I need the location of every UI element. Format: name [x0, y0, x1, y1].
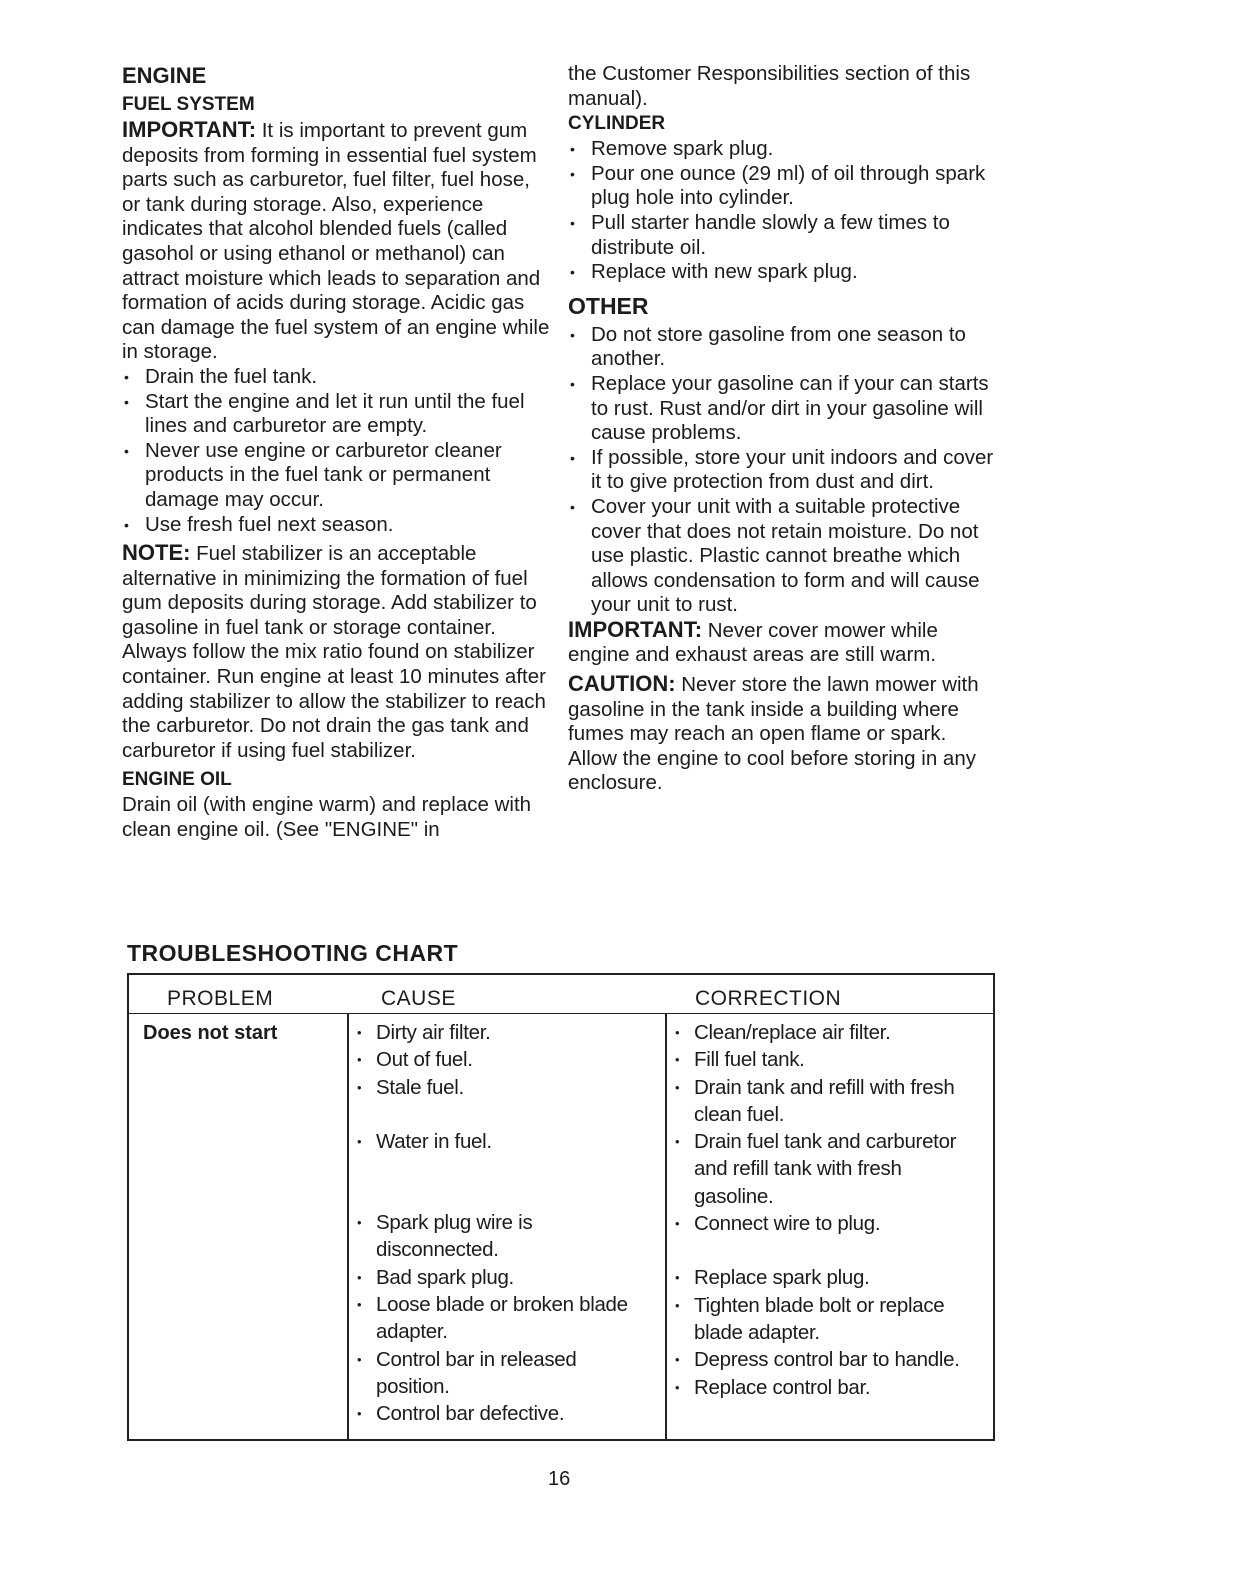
correction-item: • Tighten blade bolt or replace blade adapter.	[673, 1292, 973, 1347]
list-item: • Cover your unit with a suitable protective cover that does not retain moisture. Do not use plastic. Plastic cannot breathe which allows condensation to form and will cause your unit to rust.	[568, 495, 998, 618]
cylinder-heading: CYLINDER	[568, 113, 666, 135]
correction-item: • Connect wire to plug.	[673, 1210, 973, 1237]
column-divider	[665, 1013, 667, 1439]
important-label: IMPORTANT:	[568, 616, 703, 642]
list-item: • Do not store gasoline from one season to another.	[568, 323, 998, 372]
list-item: • Remove spark plug.	[568, 137, 998, 162]
caution-label: CAUTION:	[568, 671, 676, 697]
fuel-system-heading: FUEL SYSTEM	[122, 94, 255, 115]
cause-item: • Control bar defective.	[355, 1400, 655, 1427]
list-item: • Drain the fuel tank.	[122, 365, 552, 390]
caution-text: Never store the lawn mower with gasoline in the tank inside a building where fumes may reach an open flame or spark. Allow the engine to cool before storing in any enclosure.	[568, 673, 979, 795]
correction-item: • Drain tank and refill with fresh clean fuel.	[673, 1074, 973, 1129]
fuel-system-list	[122, 365, 552, 537]
fuel-important-paragraph	[122, 118, 552, 365]
correction-item: • Drain fuel tank and carburetor and refill tank with fresh gasoline.	[673, 1128, 973, 1210]
engine-oil-paragraph: Drain oil (with engine warm) and replace with clean engine oil. (See "ENGINE" in	[122, 793, 532, 842]
cause-item: • Spark plug wire is disconnected.	[355, 1209, 655, 1264]
header-cause: CAUSE	[381, 987, 456, 1010]
list-item: • Start the engine and let it run until the fuel lines and carburetor are empty.	[122, 390, 552, 439]
engine-oil-heading: ENGINE OIL	[122, 769, 232, 791]
correction-item: • Fill fuel tank.	[673, 1046, 973, 1073]
cause-item: • Bad spark plug.	[355, 1264, 655, 1291]
cause-item: • Water in fuel.	[355, 1128, 655, 1155]
list-item: • Replace your gasoline can if your can starts to rust. Rust and/or dirt in your gasoline will cause problems.	[568, 372, 998, 446]
important-text: It is important to prevent gum deposits from forming in essential fuel system parts such as carburetor, fuel filter, fuel hose, or tank during storage. Also, experience indicates that alcohol blended fuels (called gasohol or using ethanol or methanol) can attract moisture which leads to separation and formation of acids during storage. Acidic gas can damage the fuel system of an engine while in storage.	[122, 119, 550, 364]
left-column	[122, 62, 552, 843]
list-item: • Never use engine or carburetor cleaner products in the fuel tank or permanent damage may occur.	[122, 439, 552, 513]
troubleshooting-title: TROUBLESHOOTING CHART	[127, 940, 459, 966]
cause-column	[355, 1019, 655, 1428]
important-warm-paragraph	[568, 618, 998, 668]
cylinder-list	[568, 137, 998, 285]
other-list	[568, 323, 998, 618]
continued-paragraph: the Customer Responsibilities section of this manual).	[568, 62, 971, 110]
right-column	[568, 62, 998, 796]
correction-item: • Replace control bar.	[673, 1374, 973, 1401]
important-text: Never cover mower while engine and exhaust areas are still warm.	[568, 618, 938, 667]
note-label: NOTE:	[122, 540, 191, 566]
correction-column	[673, 1019, 973, 1401]
cause-item: • Dirty air filter.	[355, 1019, 655, 1046]
other-heading: OTHER	[568, 292, 649, 319]
cause-item: • Loose blade or broken blade adapter.	[355, 1291, 655, 1346]
header-divider	[129, 1013, 993, 1014]
list-item: • Use fresh fuel next season.	[122, 513, 552, 538]
important-label: IMPORTANT:	[122, 117, 257, 142]
column-divider	[347, 1013, 349, 1439]
list-item: • Pull starter handle slowly a few times to distribute oil.	[568, 211, 998, 260]
correction-item: • Replace spark plug.	[673, 1264, 973, 1291]
engine-heading: ENGINE	[122, 63, 207, 88]
list-item: • Pour one ounce (29 ml) of oil through spark plug hole into cylinder.	[568, 162, 998, 211]
correction-item: • Depress control bar to handle.	[673, 1346, 973, 1373]
note-paragraph	[122, 541, 552, 763]
correction-item: • Clean/replace air filter.	[673, 1019, 973, 1046]
page-number: 16	[548, 1468, 571, 1490]
problem-cell: Does not start	[143, 1022, 278, 1044]
cause-item: • Stale fuel.	[355, 1074, 655, 1101]
caution-paragraph	[568, 672, 998, 796]
list-item: • Replace with new spark plug.	[568, 260, 998, 285]
list-item: • If possible, store your unit indoors and cover it to give protection from dust and dirt.	[568, 446, 998, 495]
troubleshooting-table	[127, 973, 995, 1441]
note-text: Fuel stabilizer is an acceptable alternative in minimizing the formation of fuel gum deposits during storage. Add stabilizer to gasoline in fuel tank or storage container. Always follow the mix ratio found on stabilizer container. Run engine at least 10 minutes after adding stabilizer to allow the stabilizer to reach the carburetor. Do not drain the gas tank and carburetor if using fuel stabilizer.	[122, 542, 546, 762]
cause-item: • Control bar in released position.	[355, 1346, 655, 1401]
header-correction: CORRECTION	[695, 987, 842, 1010]
header-problem: PROBLEM	[167, 987, 274, 1010]
cause-item: • Out of fuel.	[355, 1046, 655, 1073]
